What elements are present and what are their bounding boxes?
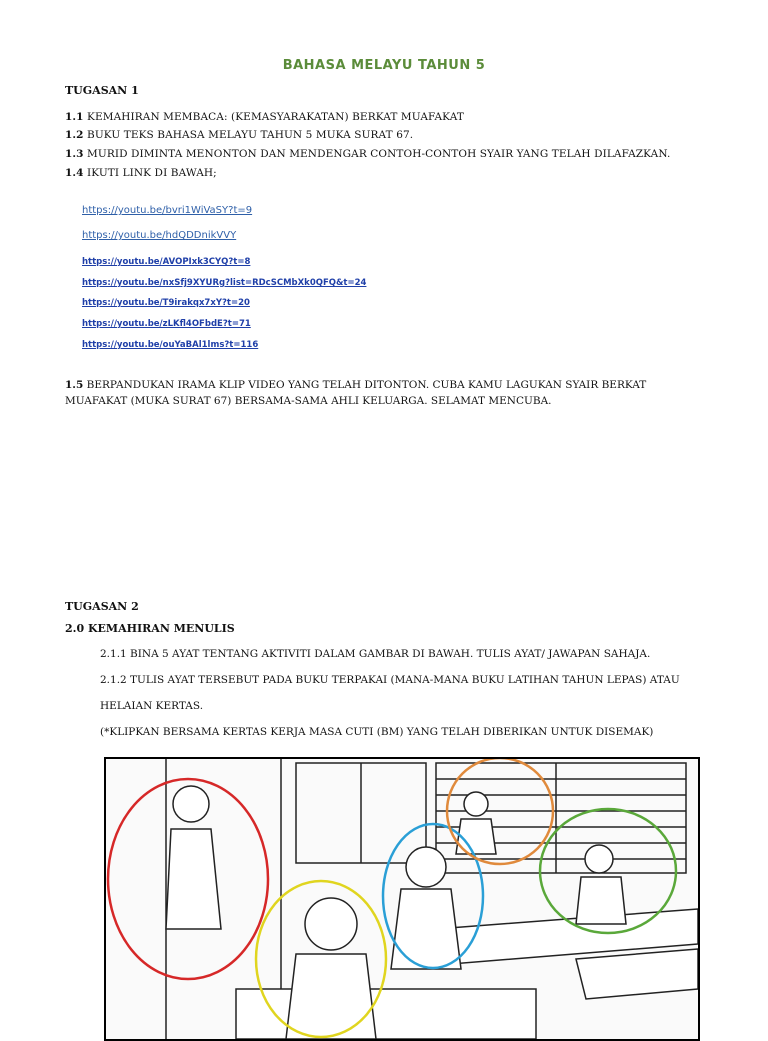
task2-instruction-212b: HELAIAN KERTAS. <box>100 700 204 712</box>
video-link[interactable]: https://youtu.be/T9irakqx7xY?t=20 <box>82 298 250 308</box>
video-link[interactable]: https://youtu.be/AVOPIxk3CYQ?t=8 <box>82 257 251 267</box>
task1-heading: TUGASAN 1 <box>65 84 139 97</box>
task1-item-4: 1.4 IKUTI LINK DI BAWAH; <box>65 167 217 179</box>
task2-heading: TUGASAN 2 <box>65 600 139 613</box>
classroom-drawing <box>106 759 698 1039</box>
page-title: BAHASA MELAYU TAHUN 5 <box>282 58 486 73</box>
task1-item-2: 1.2 BUKU TEKS BAHASA MELAYU TAHUN 5 MUKA SURAT 67. <box>65 129 414 141</box>
task1-item-5: 1.5 BERPANDUKAN IRAMA KLIP VIDEO YANG TELAH DITONTON. CUBA KAMU LAGUKAN SYAIR BERKAT MUAFAKAT (MUKA SURAT 67) BERSAMA-SAMA AHLI KELUARGA. SELAMAT MENCUBA. <box>65 379 647 407</box>
task2-note: (*KLIPKAN BERSAMA KERTAS KERJA MASA CUTI (BM) YANG TELAH DIBERIKAN UNTUK DISEMAK) <box>100 726 654 738</box>
classroom-illustration <box>104 757 700 1041</box>
video-link[interactable]: https://youtu.be/nxSfj9XYURg?list=RDcSCMbXk0QFQ&t=24 <box>82 278 367 288</box>
video-link[interactable]: https://youtu.be/hdQDDnikVVY <box>82 230 237 241</box>
task2-instruction-211: 2.1.1 BINA 5 AYAT TENTANG AKTIVITI DALAM GAMBAR DI BAWAH. TULIS AYAT/ JAWAPAN SAHAJA. <box>100 648 651 660</box>
video-link[interactable]: https://youtu.be/bvri1WiVaSY?t=9 <box>82 205 253 216</box>
task1-item-3: 1.3 MURID DIMINTA MENONTON DAN MENDENGAR CONTOH-CONTOH SYAIR YANG TELAH DILAFAZKAN. <box>65 148 671 160</box>
task2-instruction-212: 2.1.2 TULIS AYAT TERSEBUT PADA BUKU TERPAKAI (MANA-MANA BUKU LATIHAN TAHUN LEPAS) ATAU <box>100 674 680 686</box>
task2-subheading: 2.0 KEMAHIRAN MENULIS <box>65 622 235 635</box>
video-link[interactable]: https://youtu.be/ouYaBAl1lms?t=116 <box>82 340 259 350</box>
video-link[interactable]: https://youtu.be/zLKfl4OFbdE?t=71 <box>82 319 251 329</box>
task1-item-1: 1.1 KEMAHIRAN MEMBACA: (KEMASYARAKATAN) BERKAT MUAFAKAT <box>65 111 464 123</box>
